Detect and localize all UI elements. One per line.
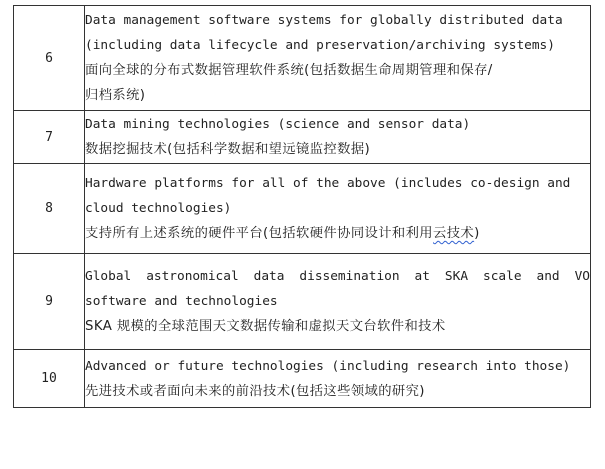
description-text: ) — [474, 226, 480, 241]
row-number: 9 — [14, 254, 85, 350]
description-text: 支持所有上述系统的硬件平台(包括软硬件协同设计和利用 — [85, 226, 434, 241]
description-line-en: Advanced or future technologies (including research into those) — [85, 358, 571, 374]
row-number: 6 — [14, 6, 85, 111]
table-row — [14, 164, 591, 254]
row-description — [85, 111, 591, 164]
description-line-cn: 先进技术或者面向未来的前沿技术(包括这些领域的研究) — [85, 383, 425, 399]
description-line-en: Data management software systems for globally distributed data — [85, 13, 563, 28]
description-line-en: cloud technologies) — [85, 201, 232, 216]
description-line-en: software and technologies — [85, 294, 278, 309]
description-line-en: Global astronomical data dissemination at SKA scale and VO — [85, 269, 590, 284]
description-line-cn: 面向全球的分布式数据管理软件系统(包括数据生命周期管理和保存/ — [85, 63, 493, 78]
row-number: 10 — [14, 350, 85, 408]
description-line-cn — [85, 221, 590, 246]
row-number: 7 — [14, 111, 85, 164]
description-line-cn: SKA 规模的全球范围天文数据传输和虚拟天文台软件和技术 — [85, 319, 446, 334]
table-row — [14, 350, 591, 408]
row-description — [85, 254, 591, 350]
row-description — [85, 350, 591, 408]
description-line-cn: 数据挖掘技术(包括科学数据和望远镜监控数据) — [85, 142, 371, 157]
table-row — [14, 6, 591, 111]
row-description — [85, 164, 591, 254]
spellcheck-marked-text: 云技术 — [433, 226, 475, 241]
description-line-en: (including data lifecycle and preservation/archiving systems) — [85, 38, 555, 53]
table-row — [14, 111, 591, 164]
row-number: 8 — [14, 164, 85, 254]
description-line-en: Hardware platforms for all of the above (includes co-design and — [85, 176, 571, 191]
description-line-cn: 归档系统) — [85, 88, 146, 103]
technology-table — [13, 5, 591, 408]
table-row — [14, 254, 591, 350]
row-description — [85, 6, 591, 111]
description-line-en: Data mining technologies (science and sensor data) — [85, 117, 471, 132]
